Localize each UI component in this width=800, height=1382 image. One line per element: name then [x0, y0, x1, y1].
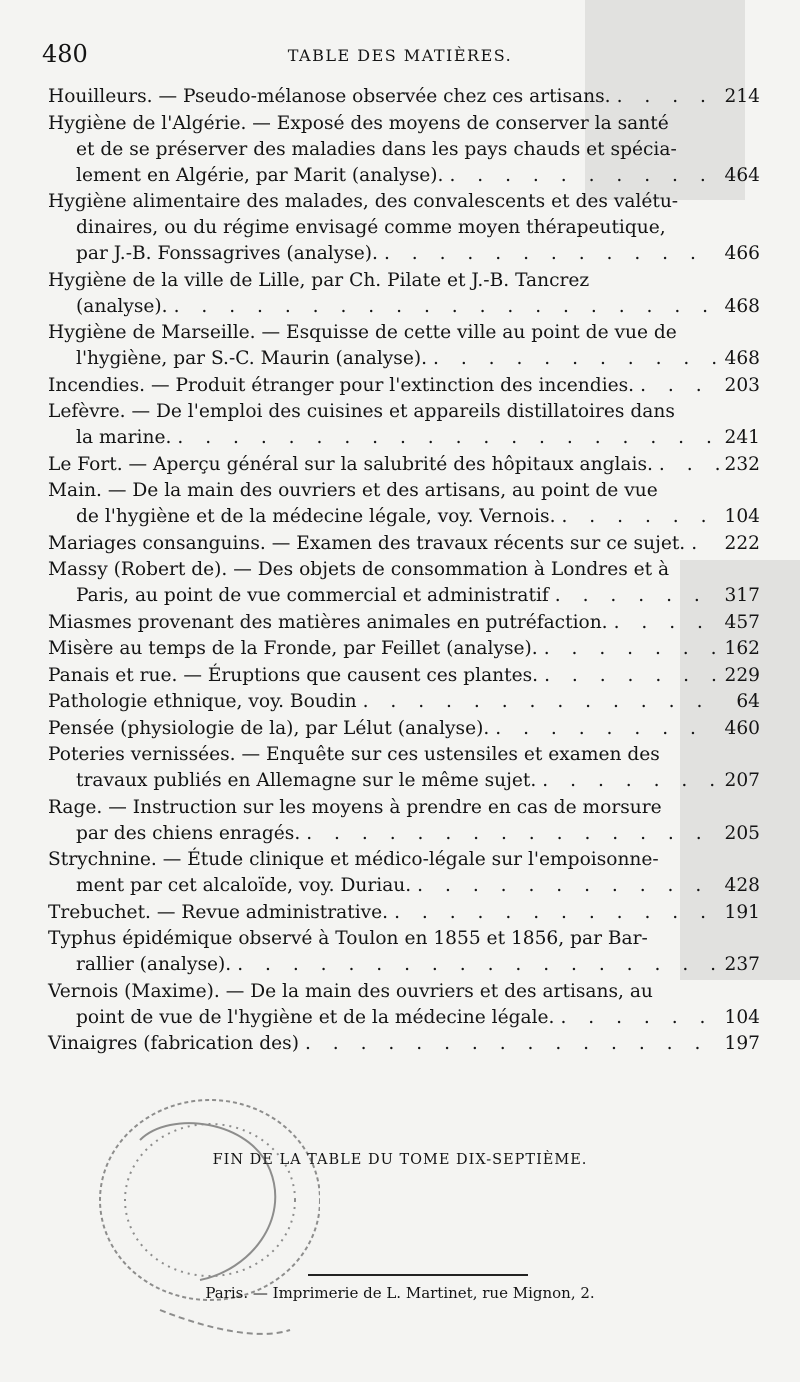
- index-entry-line: [48, 504, 760, 530]
- index-text: — Esquisse de cette ville au point de vue de: [261, 322, 677, 343]
- index-entry-line: [48, 768, 760, 794]
- index-entry-line: [48, 452, 760, 478]
- dot-leader: [617, 84, 719, 110]
- index-page-number: 203: [724, 374, 760, 396]
- index-entry-line: [48, 716, 760, 742]
- dot-leader: [394, 900, 718, 926]
- index-text: — De la main des ouvriers et des artisans, au: [225, 980, 653, 1002]
- index-text: Pensée (physiologie de la), par Lélut (analyse).: [48, 717, 490, 739]
- index-page-number: 468: [724, 295, 760, 317]
- index-text: — Instruction sur les moyens à prendre en cas de morsure: [108, 796, 662, 818]
- index-text: l'hygiène, par S.-C. Maurin (analyse).: [76, 348, 428, 369]
- index-text: la marine.: [76, 427, 172, 448]
- index-text: — De la main des ouvriers et des artisans, au point de vue: [107, 480, 658, 501]
- index-text: — Aperçu général sur la salubrité des hôpitaux anglais.: [128, 453, 653, 475]
- index-page-number: 197: [724, 1033, 760, 1054]
- index-text: de l'hygiène et de la médecine légale, voy. Vernois.: [76, 506, 556, 527]
- index-page-number: 104: [724, 1006, 760, 1028]
- index-text: (analyse).: [76, 295, 168, 317]
- index-entry-line: [48, 636, 760, 662]
- index-text: Mariages consanguins.: [48, 532, 266, 554]
- index-entry-line: [48, 215, 760, 241]
- index-entry-line: [48, 163, 760, 189]
- page-number: 480: [42, 40, 88, 68]
- index-entry-line: [48, 557, 760, 583]
- index-text: — Des objets de consommation à Londres et à: [233, 559, 670, 580]
- index-entry-line: [48, 689, 760, 715]
- index-text: Massy (Robert de).: [48, 559, 228, 580]
- index-entry-line: [48, 1005, 760, 1031]
- index-entry-line: [48, 900, 760, 926]
- index-entry-line: [48, 979, 760, 1005]
- dot-leader: [560, 1005, 718, 1031]
- index-text: par des chiens enragés.: [76, 822, 301, 844]
- index-text: Panais et rue.: [48, 664, 178, 686]
- index-page-number: 191: [724, 901, 760, 923]
- index-entry: [48, 557, 760, 609]
- index-page-number: 232: [724, 453, 760, 475]
- index-text: — Éruptions que causent ces plantes.: [183, 664, 539, 686]
- index-page-number: 468: [724, 348, 760, 369]
- index-entry: [48, 900, 760, 926]
- index-text: — Revue administrative.: [156, 901, 389, 923]
- page-header: [40, 40, 760, 74]
- index-text: Rage.: [48, 796, 103, 818]
- index-entry: [48, 268, 760, 320]
- dot-leader: [174, 294, 719, 320]
- index-page-number: 229: [724, 664, 760, 686]
- dot-leader: [691, 531, 718, 557]
- index-text: — Étude clinique et médico-légale sur l'empoisonne-: [162, 849, 659, 870]
- index-text: Poteries vernissées.: [48, 744, 236, 765]
- index-page-number: 205: [724, 822, 760, 844]
- index-entry-line: [48, 373, 760, 399]
- index-page-number: 214: [724, 86, 760, 107]
- index-text: Hygiène de la ville de Lille, par Ch. Pilate et J.-B. Tancrez: [48, 269, 590, 291]
- index-text: Strychnine.: [48, 849, 157, 870]
- index-text: Incendies.: [48, 374, 146, 396]
- index-entry-line: [48, 821, 760, 847]
- index-entry-line: [48, 320, 760, 346]
- index-entry-line: [48, 399, 760, 425]
- index-entry: [48, 663, 760, 689]
- index-text: Hygiène de Marseille.: [48, 322, 256, 343]
- index-entry-line: [48, 111, 760, 137]
- index-text: Main.: [48, 480, 102, 501]
- index-entry-line: [48, 346, 760, 372]
- dot-leader: [417, 873, 718, 899]
- index-page-number: 162: [724, 638, 760, 659]
- index-entry: [48, 795, 760, 847]
- dot-leader: [433, 346, 718, 372]
- index-text: rallier (analyse).: [76, 954, 232, 975]
- index-text: Trebuchet.: [48, 901, 151, 923]
- index-text: — Produit étranger pour l'extinction des incendies.: [150, 374, 635, 396]
- index-entry-line: [48, 1031, 760, 1057]
- index-text: Vernois (Maxime).: [48, 980, 220, 1002]
- index-entry: [48, 636, 760, 662]
- index-text: lement en Algérie, par Marit (analyse).: [76, 164, 444, 186]
- index-text: Pathologie ethnique, voy. Boudin: [48, 691, 357, 712]
- index-entry-line: [48, 926, 760, 952]
- index-text: — Enquête sur ces ustensiles et examen des: [241, 744, 660, 765]
- dot-leader: [305, 1031, 719, 1057]
- running-title: TABLE DES MATIÈRES.: [287, 46, 513, 65]
- index-text: — De l'emploi des cuisines et appareils distillatoires dans: [131, 401, 675, 422]
- index-page-number: 466: [724, 243, 760, 264]
- index-entry: [48, 452, 760, 478]
- index-entry-line: [48, 952, 760, 978]
- footer-rule: [308, 1274, 528, 1276]
- library-stamp: [60, 1080, 320, 1370]
- index-text: Paris, au point de vue commercial et administratif: [76, 585, 549, 606]
- index-text: et de se préserver des maladies dans les pays chauds et spécia-: [76, 138, 677, 160]
- index-entry-line: [48, 268, 760, 294]
- index-page-number: 460: [724, 717, 760, 739]
- index-entry-line: [48, 478, 760, 504]
- index-entry-line: [48, 610, 760, 636]
- index-entry-line: [48, 84, 760, 110]
- index-text: Lefèvre.: [48, 401, 126, 422]
- index-text: Vinaigres (fabrication des): [48, 1033, 299, 1054]
- dot-leader: [449, 163, 718, 189]
- index-page-number: 104: [724, 506, 760, 527]
- index-page-number: 222: [724, 532, 760, 554]
- index-text: Houilleurs.: [48, 86, 153, 107]
- index-entry: [48, 399, 760, 451]
- index-entry-line: [48, 531, 760, 557]
- index-entry-line: [48, 663, 760, 689]
- index-entry: [48, 742, 760, 794]
- dot-leader: [384, 241, 719, 267]
- index-page-number: 457: [724, 611, 760, 633]
- dot-leader: [614, 610, 719, 636]
- index-entry: [48, 1031, 760, 1057]
- index-entry: [48, 610, 760, 636]
- index-text: — Pseudo-mélanose observée chez ces artisans.: [158, 86, 611, 107]
- index-text: ment par cet alcaloïde, voy. Duriau.: [76, 875, 412, 896]
- dot-leader: [659, 452, 719, 478]
- index-text: Hygiène alimentaire des malades, des convalescents et des valétu-: [48, 191, 679, 212]
- index-entry-line: [48, 241, 760, 267]
- index-entry: [48, 373, 760, 399]
- index-text: point de vue de l'hygiène et de la médecine légale.: [76, 1006, 555, 1028]
- colophon: FIN DE LA TABLE DU TOME DIX-SEPTIÈME.: [212, 1152, 588, 1168]
- index-entry: [48, 531, 760, 557]
- index-entry-line: [48, 583, 760, 609]
- index-text: dinaires, ou du régime envisagé comme moyen thérapeutique,: [76, 217, 666, 238]
- dot-leader: [495, 716, 718, 742]
- index-list: [48, 84, 760, 1058]
- index-text: Le Fort.: [48, 453, 123, 475]
- index-entry-line: [48, 795, 760, 821]
- dot-leader: [363, 689, 720, 715]
- dot-leader: [306, 821, 718, 847]
- index-text: Hygiène de l'Algérie.: [48, 112, 247, 134]
- index-entry-line: [48, 137, 760, 163]
- dot-leader: [177, 425, 718, 451]
- index-entry-line: [48, 294, 760, 320]
- dot-leader: [640, 373, 718, 399]
- dot-leader: [237, 952, 718, 978]
- index-text: Misère au temps de la Fronde, par Feillet (analyse).: [48, 638, 538, 659]
- dot-leader: [544, 636, 719, 662]
- index-text: travaux publiés en Allemagne sur le même sujet.: [76, 770, 537, 791]
- index-page-number: 428: [724, 875, 760, 896]
- dot-leader: [542, 768, 718, 794]
- index-entry-line: [48, 873, 760, 899]
- index-entry: [48, 111, 760, 189]
- index-page-number: 64: [736, 691, 760, 712]
- index-text: — Exposé des moyens de conserver la santé: [252, 112, 669, 134]
- index-entry: [48, 716, 760, 742]
- index-entry: [48, 979, 760, 1031]
- index-text: par J.-B. Fonssagrives (analyse).: [76, 243, 378, 264]
- index-page-number: 237: [724, 954, 760, 975]
- index-text: Miasmes provenant des matières animales en putréfaction.: [48, 611, 608, 633]
- dot-leader: [544, 663, 718, 689]
- index-entry: [48, 320, 760, 372]
- index-page-number: 464: [724, 164, 760, 186]
- index-entry-line: [48, 189, 760, 215]
- index-entry: [48, 689, 760, 715]
- index-entry: [48, 84, 760, 110]
- index-entry-line: [48, 425, 760, 451]
- index-entry: [48, 847, 760, 899]
- printer-imprint: Paris. — Imprimerie de L. Martinet, rue Mignon, 2.: [205, 1284, 595, 1302]
- index-entry: [48, 926, 760, 978]
- index-entry-line: [48, 742, 760, 768]
- dot-leader: [555, 583, 719, 609]
- index-page-number: 241: [724, 427, 760, 448]
- index-text: Typhus épidémique observé à Toulon en 1855 et 1856, par Bar-: [48, 928, 648, 949]
- index-page-number: 207: [724, 770, 760, 791]
- dot-leader: [561, 504, 718, 530]
- index-page-number: 317: [724, 585, 760, 606]
- index-entry: [48, 189, 760, 267]
- index-entry-line: [48, 847, 760, 873]
- index-entry: [48, 478, 760, 530]
- index-text: — Examen des travaux récents sur ce sujet.: [271, 532, 686, 554]
